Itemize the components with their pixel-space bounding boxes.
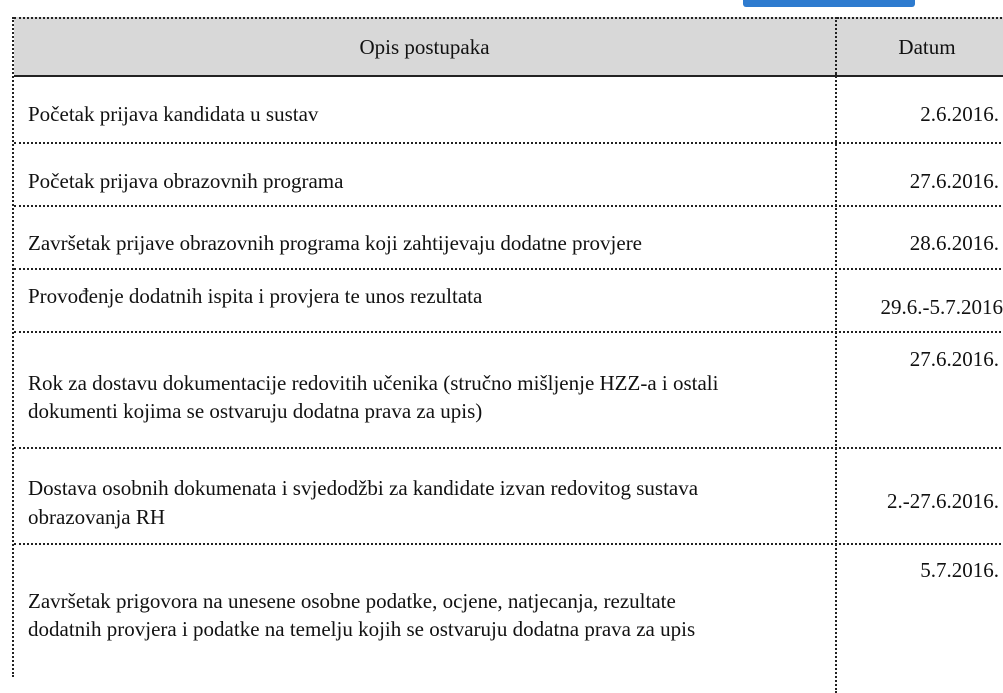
row-divider <box>14 142 1003 144</box>
header-description: Opis postupaka <box>14 17 837 77</box>
row-divider <box>14 268 1003 270</box>
row-4-description: Provođenje dodatnih ispita i provjera te unos rezultata <box>28 282 828 311</box>
row-1-description: Početak prijava kandidata u sustav <box>28 100 828 129</box>
row-divider <box>14 331 1003 333</box>
top-button[interactable] <box>743 0 915 7</box>
row-6-description-line1: Dostava osobnih dokumenata i svjedodžbi za kandidate izvan redovitog sustava <box>28 474 828 503</box>
row-1-date: 2.6.2016. <box>920 100 999 129</box>
row-6-description-line2: obrazovanja RH <box>28 503 828 532</box>
row-7-date: 5.7.2016. <box>920 556 999 585</box>
row-4-date: 29.6.-5.7.2016 <box>881 293 1003 322</box>
row-6-date: 2.-27.6.2016. <box>887 487 999 516</box>
row-5-description-line1: Rok za dostavu dokumentacije redovitih učenika (stručno mišljenje HZZ-a i ostali <box>28 369 828 398</box>
row-divider <box>14 447 1003 449</box>
row-5-date: 27.6.2016. <box>910 345 999 374</box>
row-2-date: 27.6.2016. <box>910 167 999 196</box>
row-divider <box>14 205 1003 207</box>
row-7-description-line1: Završetak prigovora na unesene osobne podatke, ocjene, natjecanja, rezultate <box>28 587 828 616</box>
header-date: Datum <box>837 17 1003 77</box>
column-divider <box>835 73 837 693</box>
row-7-description-line2: dodatnih provjera i podatke na temelju kojih se ostvaruju dodatna prava za upis <box>28 615 828 644</box>
row-5-description-line2: dokumenti kojima se ostvaruju dodatna prava za upis) <box>28 397 828 426</box>
row-2-description: Početak prijava obrazovnih programa <box>28 167 828 196</box>
row-3-description: Završetak prijave obrazovnih programa koji zahtijevaju dodatne provjere <box>28 229 828 258</box>
schedule-table <box>12 17 1003 677</box>
row-3-date: 28.6.2016. <box>910 229 999 258</box>
row-divider <box>14 543 1003 545</box>
